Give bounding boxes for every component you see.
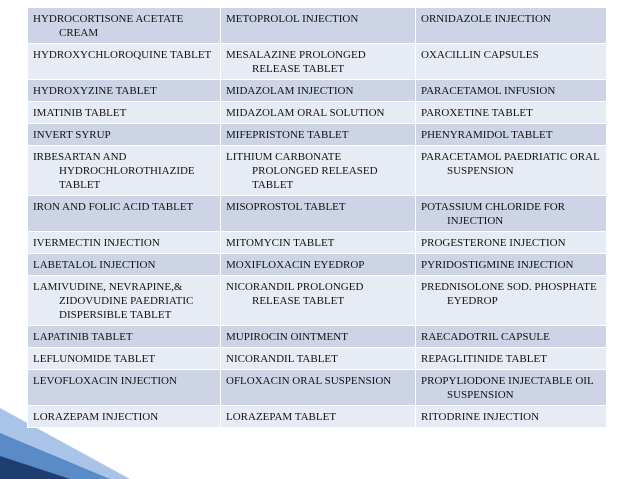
drug-name: PAROXETINE TABLET: [421, 107, 533, 119]
drug-name: MOXIFLOXACIN EYEDROP: [226, 259, 365, 271]
drug-name: POTASSIUM CHLORIDE FOR INJECTION: [421, 201, 565, 227]
table-cell: [416, 406, 607, 428]
drug-name: IVERMECTIN INJECTION: [33, 237, 160, 249]
table-cell: [416, 8, 607, 44]
drug-name: PROPYLIODONE INJECTABLE OIL SUSPENSION: [421, 375, 594, 401]
drug-name: LORAZEPAM TABLET: [226, 411, 337, 423]
table-cell: [28, 326, 221, 348]
drug-name: INVERT SYRUP: [33, 129, 111, 141]
table-cell: [28, 102, 221, 124]
table-cell: [28, 254, 221, 276]
drug-name: LORAZEPAM INJECTION: [33, 411, 159, 423]
drug-name: LABETALOL INJECTION: [33, 259, 156, 271]
table-cell: [416, 44, 607, 80]
drug-name: LITHIUM CARBONATE PROLONGED RELEASED TABLET: [226, 151, 378, 191]
table-cell: [416, 232, 607, 254]
drug-name: MIDAZOLAM ORAL SOLUTION: [226, 107, 385, 119]
drug-name: LEFLUNOMIDE TABLET: [33, 353, 156, 365]
table-cell: [28, 232, 221, 254]
table-row: [28, 406, 607, 428]
table-row: [28, 102, 607, 124]
drug-name: HYDROXYCHLOROQUINE TABLET: [33, 49, 212, 61]
drug-name: NICORANDIL PROLONGED RELEASE TABLET: [226, 281, 364, 307]
table-row: [28, 326, 607, 348]
table-row: [28, 124, 607, 146]
table-cell: [221, 44, 416, 80]
table-row: [28, 370, 607, 406]
drug-name: RAECADOTRIL CAPSULE: [421, 331, 550, 343]
table-cell: [416, 80, 607, 102]
drug-name: HYDROCORTISONE ACETATE CREAM: [33, 13, 184, 39]
table-cell: [221, 80, 416, 102]
table-cell: [28, 80, 221, 102]
drug-name: IRON AND FOLIC ACID TABLET: [33, 201, 194, 213]
table-cell: [221, 146, 416, 196]
drug-name: LAMIVUDINE, NEVRAPINE,& ZIDOVUDINE PAEDRIATIC DISPERSIBLE TABLET: [33, 281, 194, 321]
drug-name: PHENYRAMIDOL TABLET: [421, 129, 553, 141]
table-cell: [28, 146, 221, 196]
drug-name: MITOMYCIN TABLET: [226, 237, 335, 249]
table-cell: [221, 276, 416, 326]
table-cell: [416, 326, 607, 348]
table-row: [28, 146, 607, 196]
table-cell: [221, 102, 416, 124]
drug-name: MISOPROSTOL TABLET: [226, 201, 346, 213]
table-row: [28, 44, 607, 80]
drug-name: MUPIROCIN OINTMENT: [226, 331, 348, 343]
table-row: [28, 8, 607, 44]
drug-list-table: [27, 7, 607, 428]
drug-name: NICORANDIL TABLET: [226, 353, 338, 365]
drug-list-body: [28, 8, 607, 428]
drug-name: LAPATINIB TABLET: [33, 331, 133, 343]
table-cell: [28, 370, 221, 406]
table-row: [28, 254, 607, 276]
table-cell: [221, 124, 416, 146]
table-cell: [28, 348, 221, 370]
table-cell: [221, 196, 416, 232]
table-row: [28, 276, 607, 326]
drug-name: RITODRINE INJECTION: [421, 411, 540, 423]
drug-name: METOPROLOL INJECTION: [226, 13, 359, 25]
drug-name: IMATINIB TABLET: [33, 107, 127, 119]
table-row: [28, 80, 607, 102]
table-cell: [416, 348, 607, 370]
drug-name: MIDAZOLAM INJECTION: [226, 85, 354, 97]
table-cell: [221, 8, 416, 44]
table-cell: [28, 124, 221, 146]
table-cell: [221, 370, 416, 406]
table-row: [28, 348, 607, 370]
table-cell: [416, 102, 607, 124]
table-cell: [416, 124, 607, 146]
drug-name: ORNIDAZOLE INJECTION: [421, 13, 551, 25]
table-cell: [221, 326, 416, 348]
drug-name: PREDNISOLONE SOD. PHOSPHATE EYEDROP: [421, 281, 597, 307]
table-cell: [221, 254, 416, 276]
drug-name: IRBESARTAN AND HYDROCHLOROTHIAZIDE TABLET: [33, 151, 195, 191]
drug-name: PROGESTERONE INJECTION: [421, 237, 566, 249]
table-cell: [416, 196, 607, 232]
table-cell: [28, 44, 221, 80]
table-cell: [28, 276, 221, 326]
drug-name: REPAGLITINIDE TABLET: [421, 353, 547, 365]
drug-name: PYRIDOSTIGMINE INJECTION: [421, 259, 574, 271]
drug-name: OFLOXACIN ORAL SUSPENSION: [226, 375, 392, 387]
drug-name: PARACETAMOL INFUSION: [421, 85, 556, 97]
table-row: [28, 232, 607, 254]
table-cell: [416, 276, 607, 326]
drug-name: HYDROXYZINE TABLET: [33, 85, 157, 97]
table-cell: [28, 196, 221, 232]
drug-name: LEVOFLOXACIN INJECTION: [33, 375, 177, 387]
drug-name: MESALAZINE PROLONGED RELEASE TABLET: [226, 49, 366, 75]
table-cell: [416, 370, 607, 406]
table-cell: [28, 406, 221, 428]
drug-name: PARACETAMOL PAEDRIATIC ORAL SUSPENSION: [421, 151, 600, 177]
table-row: [28, 196, 607, 232]
table-cell: [221, 232, 416, 254]
table-cell: [221, 348, 416, 370]
table-cell: [221, 406, 416, 428]
drug-name: MIFEPRISTONE TABLET: [226, 129, 349, 141]
table-cell: [416, 146, 607, 196]
table-cell: [28, 8, 221, 44]
drug-name: OXACILLIN CAPSULES: [421, 49, 539, 61]
table-cell: [416, 254, 607, 276]
